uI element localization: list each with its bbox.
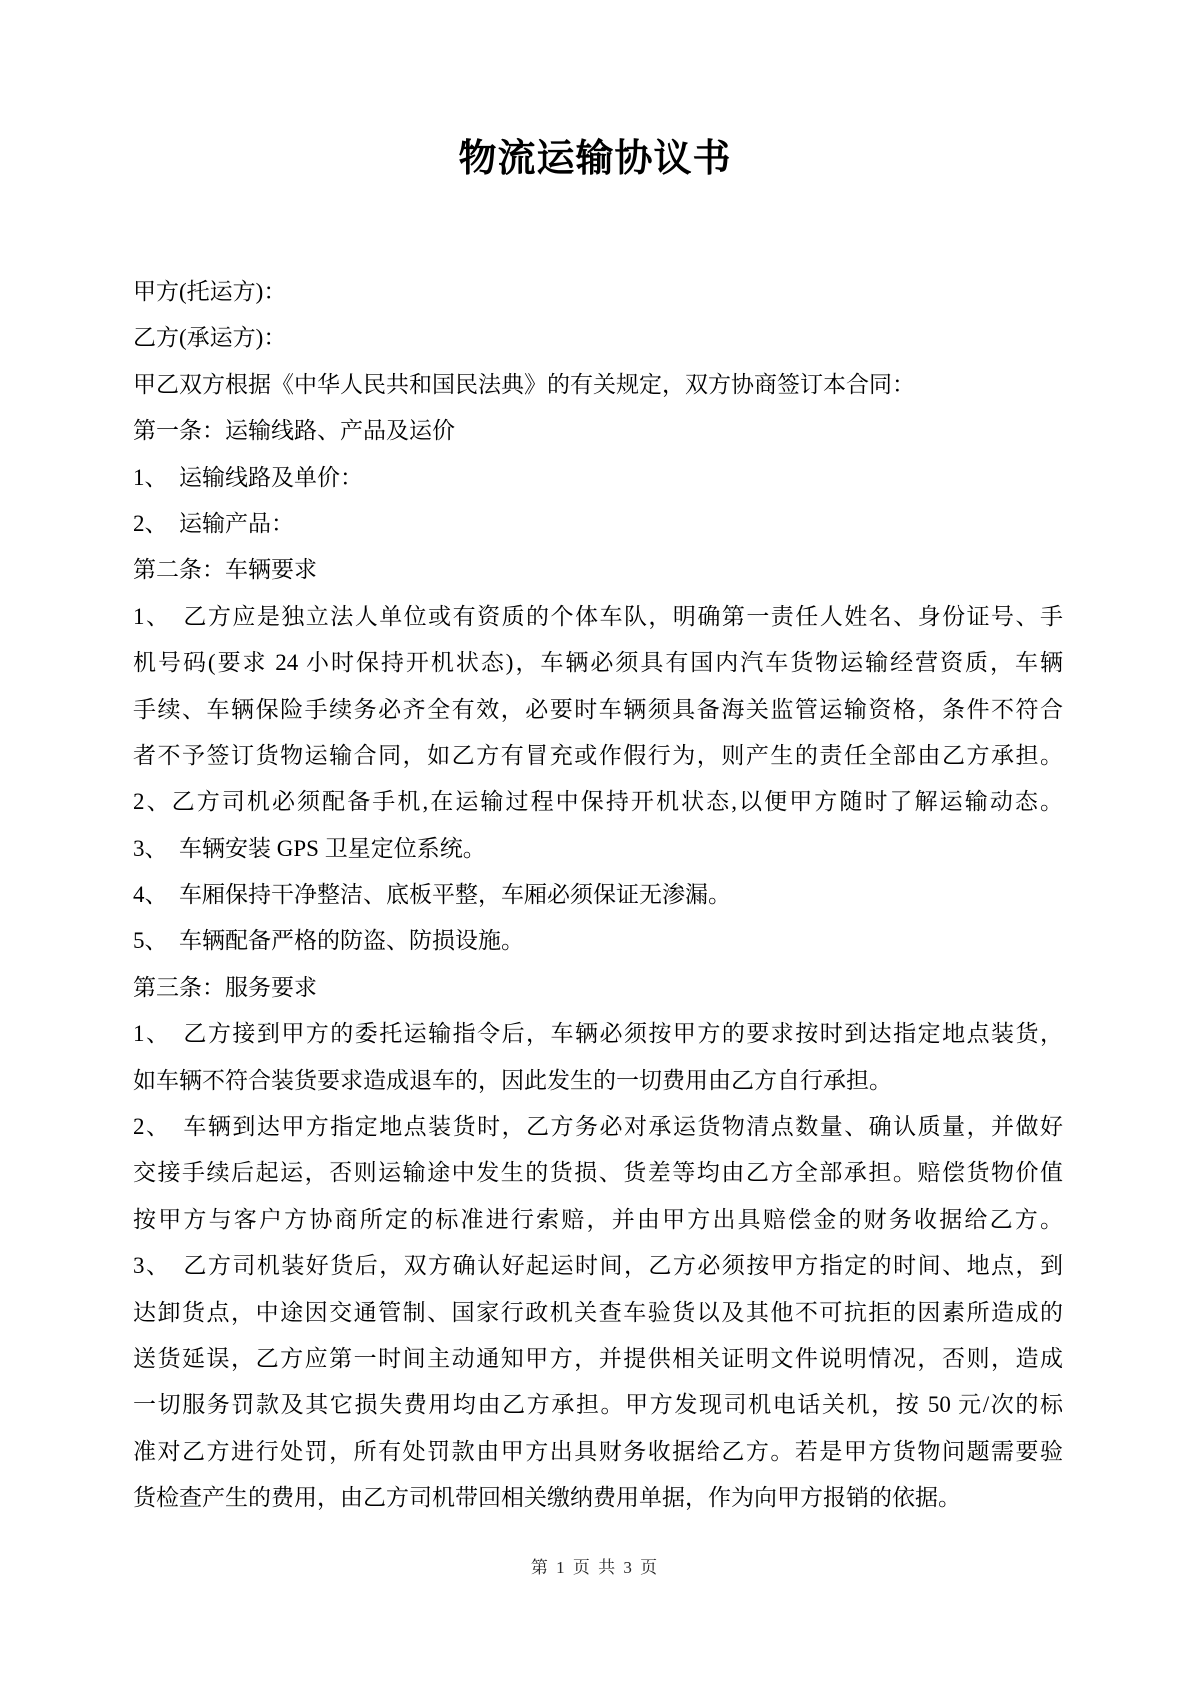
- contract-line: 者不予签订货物运输合同，如乙方有冒充或作假行为，则产生的责任全部由乙方承担。: [133, 742, 1063, 768]
- contract-line: 如车辆不符合装货要求造成退车的，因此发生的一切费用由乙方自行承担。: [133, 1067, 892, 1093]
- contract-line: 一切服务罚款及其它损失费用均由乙方承担。甲方发现司机电话关机，按 50 元/次的标: [133, 1392, 1063, 1418]
- contract-line: 第一条：运输线路、产品及运价: [133, 418, 455, 444]
- contract-line: 乙方(承运方)：: [133, 325, 287, 351]
- contract-line: 5、 车辆配备严格的防盗、防损设施。: [133, 928, 524, 954]
- contract-line: 按甲方与客户方协商所定的标准进行索赔，并由甲方出具赔偿金的财务收据给乙方。: [133, 1206, 1063, 1232]
- contract-line: 交接手续后起运，否则运输途中发生的货损、货差等均由乙方全部承担。赔偿货物价值: [133, 1160, 1063, 1186]
- contract-line: 机号码(要求 24 小时保持开机状态)，车辆必须具有国内汽车货物运输经营资质，车辆: [133, 650, 1063, 676]
- contract-line: 甲方(托运方)：: [133, 279, 287, 304]
- contract-line: 达卸货点，中途因交通管制、国家行政机关查车验货以及其他不可抗拒的因素所造成的: [133, 1299, 1063, 1325]
- document-title: 物流运输协议书: [458, 138, 732, 180]
- contract-line: 3、 车辆安装 GPS 卫星定位系统。: [133, 835, 486, 861]
- contract-line: 甲乙双方根据《中华人民共和国民法典》的有关规定，双方协商签订本合同：: [133, 371, 915, 397]
- contract-line: 准对乙方进行处罚，所有处罚款由甲方出具财务收据给乙方。若是甲方货物问题需要验: [133, 1438, 1063, 1464]
- contract-line: 第三条：服务要求: [133, 974, 317, 1000]
- contract-line: 2、 车辆到达甲方指定地点装货时，乙方务必对承运货物清点数量、确认质量，并做好: [133, 1114, 1063, 1140]
- contract-line: 2、 运输产品：: [133, 510, 294, 536]
- contract-line: 4、 车厢保持干净整洁、底板平整，车厢必须保证无渗漏。: [133, 882, 731, 908]
- contract-line: 送货延误，乙方应第一时间主动通知甲方，并提供相关证明文件说明情况，否则，造成: [133, 1345, 1063, 1371]
- contract-line: 第二条：车辆要求: [133, 557, 317, 583]
- contract-line: 1、 乙方应是独立法人单位或有资质的个体车队，明确第一责任人姓名、身份证号、手: [133, 603, 1063, 629]
- contract-line: 1、 运输线路及单价：: [133, 464, 363, 490]
- contract-line: 1、 乙方接到甲方的委托运输指令后，车辆必须按甲方的要求按时到达指定地点装货，: [133, 1021, 1063, 1047]
- contract-line: 货检查产生的费用，由乙方司机带回相关缴纳费用单据，作为向甲方报销的依据。: [133, 1485, 961, 1511]
- contract-body: [133, 269, 1063, 1522]
- contract-line: 2、乙方司机必须配备手机,在运输过程中保持开机状态,以便甲方随时了解运输动态。: [133, 789, 1063, 815]
- page-footer: 第 1 页 共 3 页: [530, 1558, 660, 1577]
- contract-line: 3、 乙方司机装好货后，双方确认好起运时间，乙方必须按甲方指定的时间、地点，到: [133, 1253, 1063, 1279]
- contract-line: 手续、车辆保险手续务必齐全有效，必要时车辆须具备海关监管运输资格，条件不符合: [133, 696, 1063, 722]
